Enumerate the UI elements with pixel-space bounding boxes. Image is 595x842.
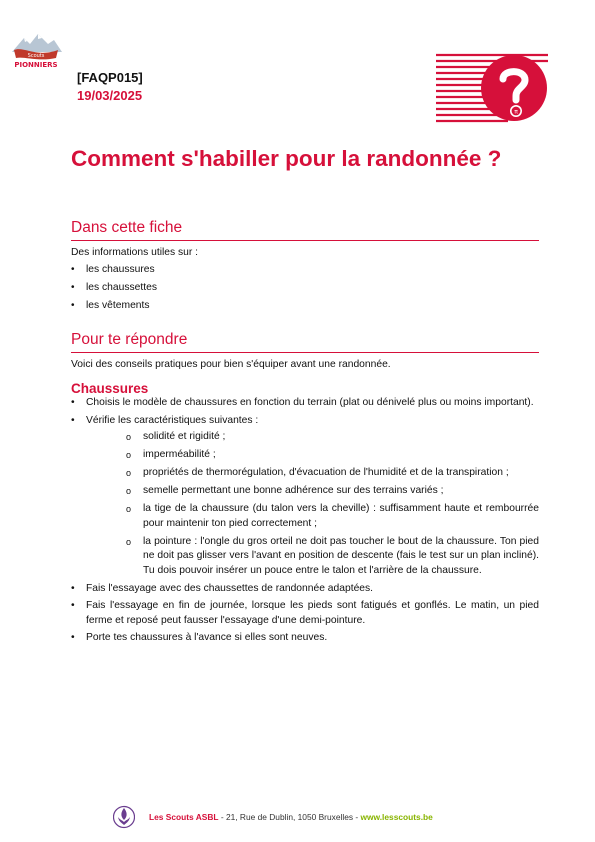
document-code: [FAQP015] bbox=[77, 70, 143, 85]
page-title: Comment s'habiller pour la randonnée ? bbox=[71, 146, 502, 171]
section-intro: Voici des conseils pratiques pour bien s'équiper avant une randonnée. bbox=[71, 359, 391, 370]
advice-list bbox=[71, 396, 539, 646]
characteristics-list bbox=[86, 430, 539, 578]
footer-website-link[interactable]: www.lesscouts.be bbox=[360, 812, 433, 822]
list-item: • Porte tes chaussures à l'avance si elles sont neuves. bbox=[71, 631, 539, 646]
list-item-text: Vérifie les caractéristiques suivantes : bbox=[86, 414, 259, 426]
section-heading: Pour te répondre bbox=[71, 331, 539, 353]
sub-list-item: o la pointure : l'ongle du gros orteil ne doit pas toucher le bout de la chaussure. Ton pied ne doit pas glisser vers l'avant en position de descente (fais le test sur un plan incliné). Tu dois pouvoir insérer un pouce entre le talon et l'arrière de la chaussure. bbox=[86, 535, 539, 579]
list-item bbox=[71, 414, 539, 579]
sub-list-item: o imperméabilité ; bbox=[86, 448, 539, 463]
footer-text bbox=[149, 812, 433, 822]
list-item: • les chaussures bbox=[71, 263, 539, 276]
list-item: • Fais l'essayage avec des chaussettes de randonnée adaptées. bbox=[71, 582, 539, 597]
list-item: • Fais l'essayage en fin de journée, lorsque les pieds sont fatigués et gonflés. Le matin, un pied ferme et reposé peut fausser l'essayage d'une demi-pointure. bbox=[71, 599, 539, 628]
svg-text:π: π bbox=[514, 108, 518, 116]
svg-text:Scouts: Scouts bbox=[27, 53, 45, 59]
pionniers-logo bbox=[8, 28, 64, 70]
list-item: • les vêtements bbox=[71, 299, 539, 312]
list-item: • les chaussettes bbox=[71, 281, 539, 294]
footer-org: Les Scouts ASBL bbox=[149, 812, 219, 822]
sub-list-item: o solidité et rigidité ; bbox=[86, 430, 539, 445]
sub-list-item: o la tige de la chaussure (du talon vers la cheville) : suffisamment haute et rembourrée pour maintenir ton pied correctement ; bbox=[86, 502, 539, 531]
footer bbox=[113, 804, 483, 834]
question-mark-icon bbox=[434, 52, 550, 128]
svg-text:PIONNIERS: PIONNIERS bbox=[14, 61, 58, 69]
topics-list bbox=[71, 263, 539, 312]
subsection-heading: Chaussures bbox=[71, 381, 149, 396]
section-dans-cette-fiche bbox=[71, 219, 539, 317]
document-date: 19/03/2025 bbox=[77, 88, 143, 103]
section-pour-te-repondre bbox=[71, 331, 539, 649]
section-intro: Des informations utiles sur : bbox=[71, 247, 199, 258]
footer-address: - 21, Rue de Dublin, 1050 Bruxelles - bbox=[218, 812, 361, 822]
list-item: • Choisis le modèle de chaussures en fonction du terrain (plat ou dénivelé plus ou moins important). bbox=[71, 396, 539, 411]
scouts-emblem-icon bbox=[113, 804, 135, 830]
sub-list-item: o propriétés de thermorégulation, d'évacuation de l'humidité et de la transpiration ; bbox=[86, 466, 539, 481]
section-heading: Dans cette fiche bbox=[71, 219, 539, 241]
sub-list-item: o semelle permettant une bonne adhérence sur des terrains variés ; bbox=[86, 484, 539, 499]
